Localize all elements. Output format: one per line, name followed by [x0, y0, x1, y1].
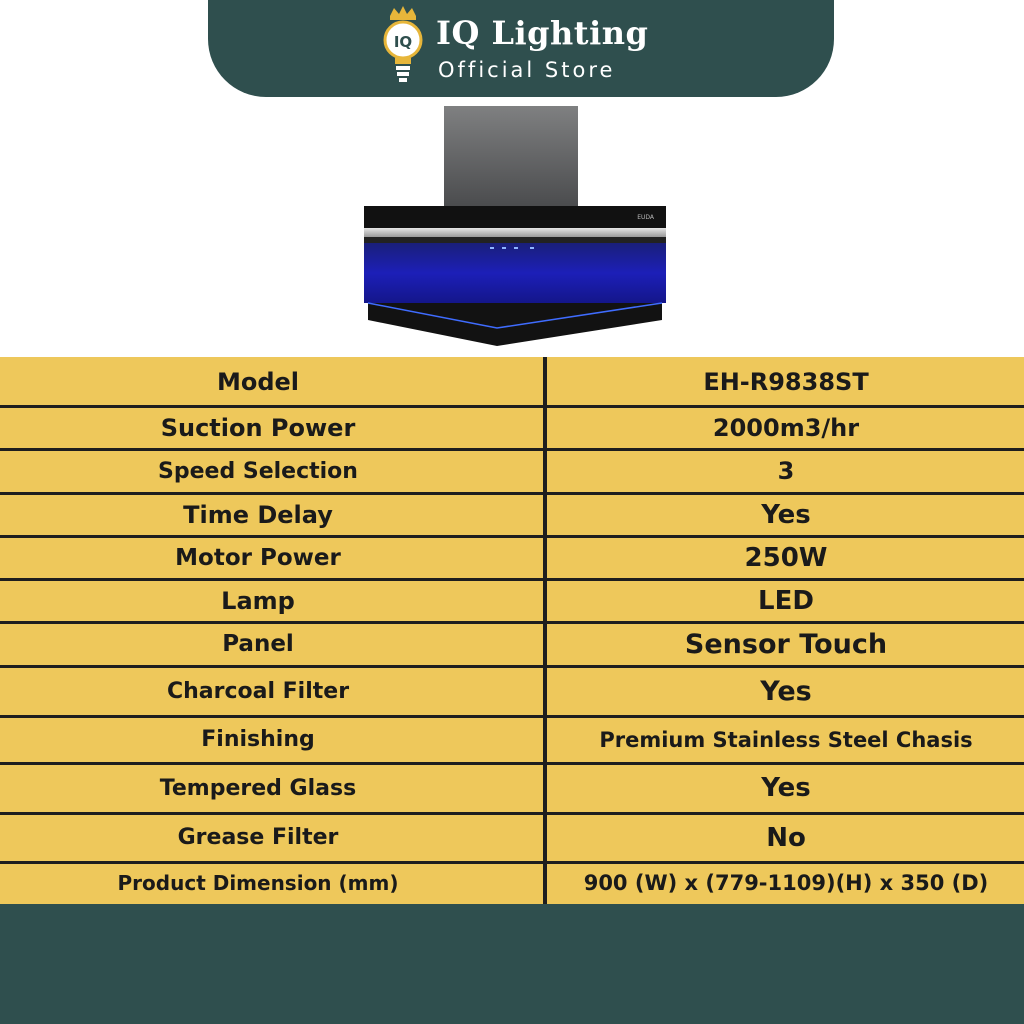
spec-row	[0, 716, 1024, 763]
spec-label: Model	[216, 367, 300, 396]
spec-row	[0, 763, 1024, 813]
row-divider	[0, 578, 1024, 581]
spec-label: Speed Selection	[158, 458, 358, 484]
spec-row	[0, 493, 1024, 536]
logo-letters: IQ	[393, 33, 413, 51]
row-divider	[0, 812, 1024, 815]
spec-label: Panel	[222, 631, 294, 657]
spec-value: EH-R9838ST	[703, 367, 869, 396]
spec-label: Grease Filter	[177, 825, 339, 850]
spec-value: 900 (W) x (779-1109)(H) x 350 (D)	[583, 871, 989, 895]
spec-label: Tempered Glass	[159, 775, 357, 801]
spec-label: Product Dimension (mm)	[117, 871, 399, 895]
spec-label: Lamp	[221, 586, 295, 615]
row-divider	[0, 448, 1024, 451]
spec-row	[0, 666, 1024, 716]
row-divider	[0, 405, 1024, 408]
brand-title: IQ Lighting	[436, 14, 649, 52]
row-divider	[0, 621, 1024, 624]
spec-row	[0, 536, 1024, 579]
spec-row	[0, 406, 1024, 449]
spec-value: Yes	[760, 675, 812, 707]
column-divider	[543, 357, 547, 904]
row-divider	[0, 715, 1024, 718]
brand-subtitle: Official Store	[438, 58, 616, 82]
spec-label: Motor Power	[175, 544, 341, 571]
spec-label: Charcoal Filter	[166, 678, 350, 704]
spec-value: 3	[777, 457, 795, 485]
row-divider	[0, 492, 1024, 495]
spec-value: 2000m3/hr	[712, 413, 860, 442]
spec-row	[0, 449, 1024, 493]
spec-row	[0, 357, 1024, 406]
spec-value: 250W	[744, 542, 828, 573]
spec-row	[0, 579, 1024, 622]
spec-value: Sensor Touch	[684, 628, 888, 660]
spec-row	[0, 622, 1024, 666]
lightbulb-crown-logo-icon	[380, 6, 426, 90]
spec-row	[0, 862, 1024, 904]
spec-value: Premium Stainless Steel Chasis	[599, 727, 973, 752]
spec-value: Yes	[761, 499, 811, 530]
hood-badge: EUDA	[637, 214, 654, 221]
spec-value: No	[766, 822, 806, 853]
row-divider	[0, 861, 1024, 864]
row-divider	[0, 762, 1024, 765]
spec-value: LED	[758, 585, 814, 616]
row-divider	[0, 665, 1024, 668]
spec-label: Finishing	[201, 727, 315, 752]
footer-bar	[0, 904, 1024, 1024]
spec-value: Yes	[761, 773, 811, 803]
cooker-hood-image	[362, 106, 666, 350]
spec-label: Time Delay	[183, 500, 333, 529]
row-divider	[0, 535, 1024, 538]
spec-label: Suction Power	[160, 413, 356, 442]
spec-row	[0, 813, 1024, 862]
